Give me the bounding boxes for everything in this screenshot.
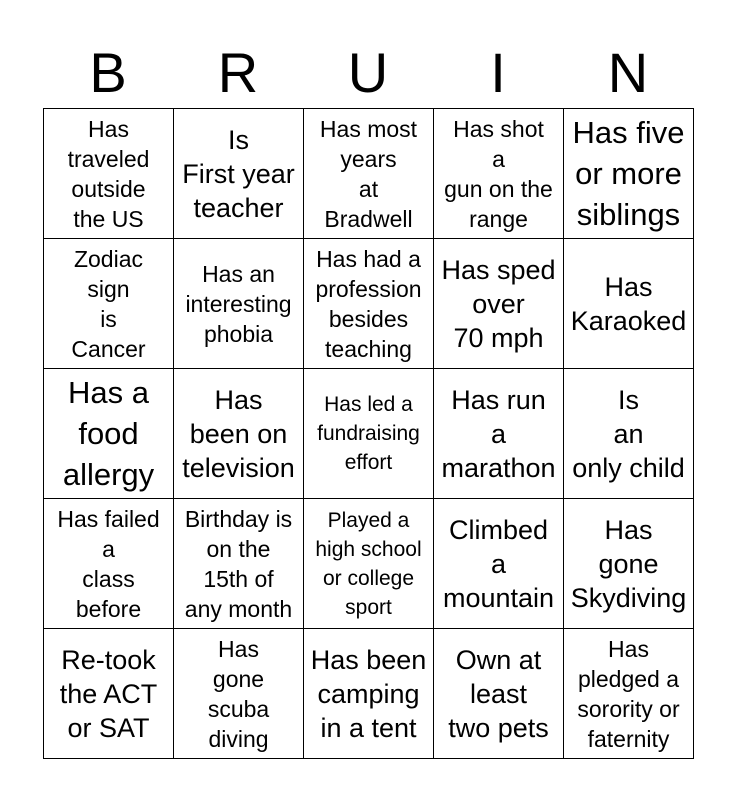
bingo-cell[interactable] (44, 109, 174, 239)
bingo-cell[interactable] (174, 239, 304, 369)
board-row (44, 109, 694, 239)
bingo-cell[interactable] (564, 109, 694, 239)
cell-label: Has led a fundraising effort (317, 393, 420, 474)
bingo-cell[interactable] (44, 239, 174, 369)
cell-label: Has had a profession besides teaching (315, 245, 422, 362)
bingo-cell[interactable] (304, 369, 434, 499)
cell-label: Has gone Skydiving (570, 514, 687, 613)
board-row (44, 369, 694, 499)
bingo-cell[interactable] (564, 239, 694, 369)
bingo-cell[interactable] (304, 499, 434, 629)
header-letter-b: B (89, 41, 127, 104)
cell-label: Has been on television (182, 384, 295, 483)
cell-label: Has pledged a sorority or faternity (577, 635, 680, 752)
cell-label: Birthday is on the 15th of any month (184, 505, 293, 622)
cell-label: Has traveled outside the US (67, 115, 150, 232)
bingo-cell[interactable] (434, 239, 564, 369)
header-letter-r: R (217, 41, 259, 104)
bingo-cell[interactable] (434, 629, 564, 759)
header-letter-u: U (347, 41, 389, 104)
cell-label: Has sped over 70 mph (441, 254, 556, 353)
bingo-cell[interactable] (174, 629, 304, 759)
cell-label: Is an only child (572, 384, 685, 483)
bingo-cell[interactable] (434, 369, 564, 499)
cell-label: Re-took the ACT or SAT (59, 644, 158, 743)
bingo-cell[interactable] (44, 369, 174, 499)
board-row (44, 499, 694, 629)
bingo-cell[interactable] (564, 629, 694, 759)
cell-label: Is First year teacher (182, 124, 295, 223)
board-row (44, 239, 694, 369)
header-letter-n: N (607, 41, 649, 104)
bingo-board (43, 108, 694, 759)
cell-label: Has gone scuba diving (207, 635, 270, 752)
bingo-header (43, 40, 693, 106)
cell-label: Own at least two pets (448, 644, 549, 743)
cell-label: Has five or more siblings (572, 115, 685, 232)
cell-label: Has failed a class before (57, 505, 160, 622)
cell-label: Played a high school or college sport (315, 508, 422, 619)
bingo-cell[interactable] (304, 239, 434, 369)
bingo-cell[interactable] (44, 629, 174, 759)
bingo-cell[interactable] (434, 499, 564, 629)
cell-label: Has a food allergy (62, 375, 155, 492)
bingo-cell[interactable] (564, 499, 694, 629)
bingo-cell[interactable] (174, 369, 304, 499)
bingo-cell[interactable] (174, 499, 304, 629)
cell-label: Zodiac sign is Cancer (71, 245, 146, 362)
cell-label: Climbed a mountain (442, 514, 555, 613)
header-letter-i: I (490, 41, 506, 104)
cell-label: Has run a marathon (441, 384, 556, 483)
cell-label: Has Karaoked (570, 271, 687, 336)
bingo-cell[interactable] (434, 109, 564, 239)
bingo-cell[interactable] (174, 109, 304, 239)
bingo-cell[interactable] (304, 109, 434, 239)
cell-label: Has most years at Bradwell (319, 115, 418, 232)
board-row (44, 629, 694, 759)
cell-label: Has been camping in a tent (310, 644, 427, 743)
cell-label: Has an interesting phobia (185, 260, 292, 347)
cell-label: Has shot a gun on the range (444, 115, 553, 232)
bingo-cell[interactable] (564, 369, 694, 499)
bingo-cell[interactable] (44, 499, 174, 629)
bingo-cell[interactable] (304, 629, 434, 759)
